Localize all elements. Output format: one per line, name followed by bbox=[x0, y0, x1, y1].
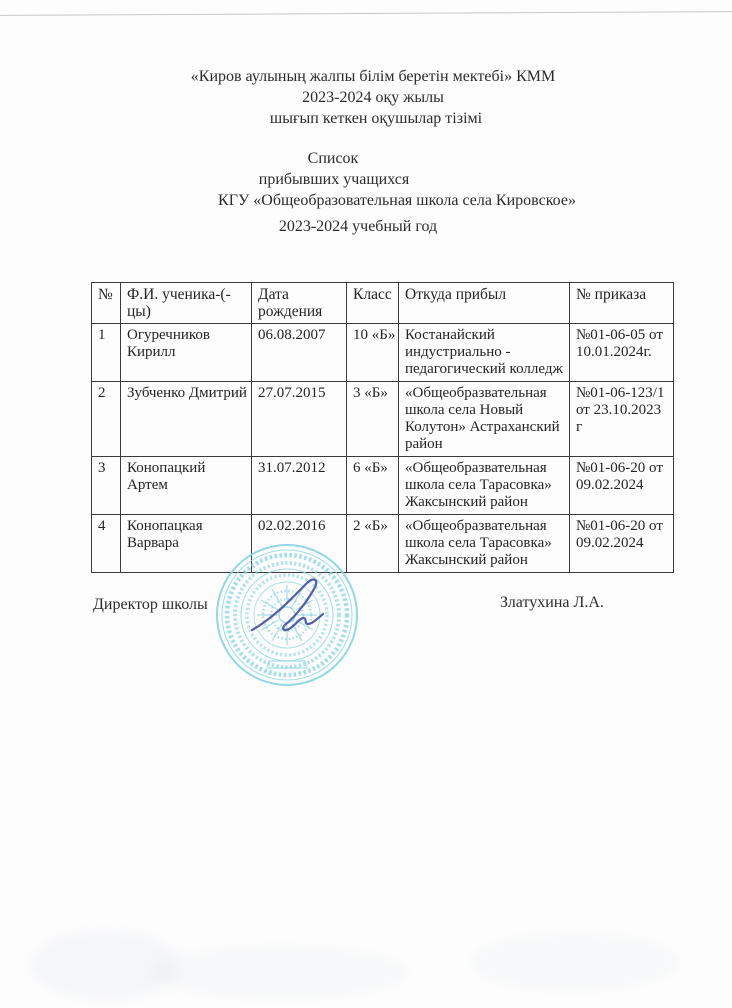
table-row bbox=[92, 457, 674, 515]
table-header-row bbox=[92, 283, 674, 324]
cell-name: Конопацкая Варвара bbox=[121, 515, 252, 573]
table-row bbox=[92, 515, 674, 573]
col-header-name: Ф.И. ученика-(-цы) bbox=[121, 283, 252, 324]
director-label: Директор школы bbox=[93, 596, 208, 613]
cell-birthdate: 06.08.2007 bbox=[252, 324, 347, 382]
table-row bbox=[92, 324, 674, 382]
cell-order: №01-06-20 от 09.02.2024 bbox=[570, 457, 674, 515]
cell-origin: Костанайский индустриально - педагогический колледж bbox=[399, 324, 570, 382]
cell-order: №01-06-20 от 09.02.2024 bbox=[570, 515, 674, 573]
kazakh-title-block bbox=[0, 66, 732, 129]
cell-order: №01-06-05 от 10.01.2024г. bbox=[570, 324, 674, 382]
cell-number: 2 bbox=[92, 382, 121, 457]
director-name: Златухина Л.А. bbox=[500, 594, 604, 611]
cell-class: 2 «Б» bbox=[347, 515, 399, 573]
cell-origin: «Общеобразвательная школа села Тарасовка» Жаксынский район bbox=[399, 457, 570, 515]
scan-bleedthrough-noise bbox=[30, 930, 180, 1000]
school-year-line-block bbox=[0, 216, 732, 237]
cell-birthdate: 31.07.2012 bbox=[252, 457, 347, 515]
cell-class: 6 «Б» bbox=[347, 457, 399, 515]
scan-bleedthrough-noise bbox=[470, 932, 680, 992]
russian-title-block bbox=[0, 148, 732, 211]
cell-class: 3 «Б» bbox=[347, 382, 399, 457]
cell-number: 3 bbox=[92, 457, 121, 515]
cell-origin: «Общеобразвательная школа села Тарасовка» Жаксынский район bbox=[399, 515, 570, 573]
ru-title-line-1: Список bbox=[307, 150, 359, 167]
col-header-birthdate: Дата рождения bbox=[252, 283, 347, 324]
kk-title-line-1: «Киров аулының жалпы білім беретін мектебі» КММ bbox=[190, 68, 556, 85]
cell-name: Зубченко Дмитрий bbox=[121, 382, 252, 457]
scan-bleedthrough-noise bbox=[150, 945, 410, 1000]
kk-title-line-2: 2023-2024 оқу жылы bbox=[302, 89, 444, 106]
cell-birthdate: 27.07.2015 bbox=[252, 382, 347, 457]
table-row bbox=[92, 382, 674, 457]
arrived-students-table bbox=[91, 282, 674, 573]
cell-number: 4 bbox=[92, 515, 121, 573]
col-header-class: Класс bbox=[347, 283, 399, 324]
col-header-order: № приказа bbox=[570, 283, 674, 324]
cell-name: Огуречников Кирилл bbox=[121, 324, 252, 382]
cell-number: 1 bbox=[92, 324, 121, 382]
cell-name: Конопацкий Артем bbox=[121, 457, 252, 515]
ru-title-line-3: КГУ «Общеобразовательная школа села Кировское» bbox=[218, 192, 576, 209]
cell-class: 10 «Б» bbox=[347, 324, 399, 382]
director-signature bbox=[246, 572, 366, 642]
cell-birthdate: 02.02.2016 bbox=[252, 515, 347, 573]
ru-title-line-2: прибывших учащихся bbox=[258, 171, 410, 188]
cell-order: №01-06-123/1 от 23.10.2023 г bbox=[570, 382, 674, 457]
scan-artifact-line bbox=[0, 11, 732, 16]
col-header-number: № bbox=[92, 283, 121, 324]
school-year-line: 2023-2024 учебный год bbox=[278, 218, 438, 235]
kk-title-line-3: шығып кеткен оқушылар тізімі bbox=[269, 110, 483, 127]
col-header-origin: Откуда прибыл bbox=[399, 283, 570, 324]
cell-origin: «Общеобразвательная школа села Новый Колутон» Астраханский район bbox=[399, 382, 570, 457]
